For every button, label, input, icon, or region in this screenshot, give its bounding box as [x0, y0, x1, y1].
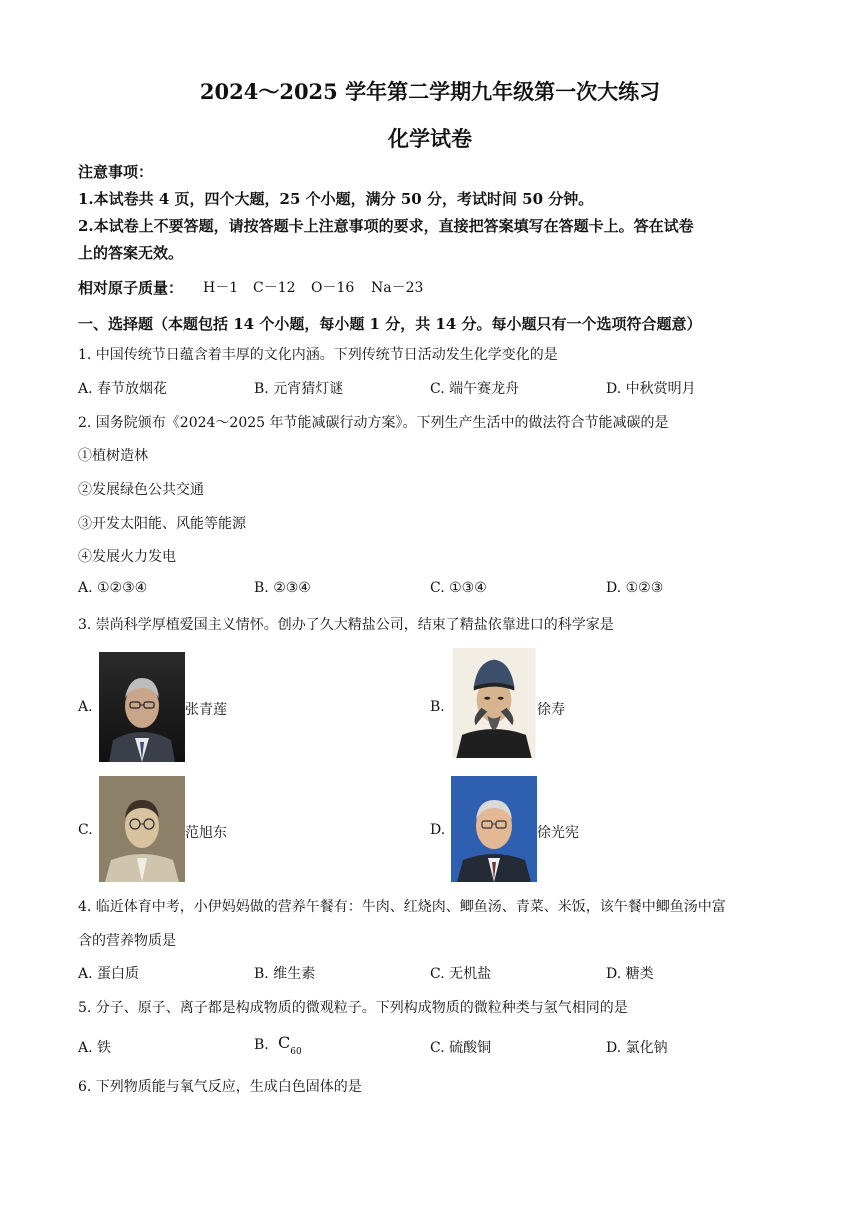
q3-option-c-letter: C.	[78, 822, 93, 838]
q2-stem: 2. 国务院颁布《2024～2025 年节能减碳行动方案》。下列生产生活中的做法符合节能减碳的是	[78, 415, 669, 431]
q5-option-b-formula	[278, 1033, 302, 1057]
q3-stem: 3. 崇尚科学厚植爱国主义情怀。创办了久大精盐公司，结束了精盐依靠进口的科学家是	[78, 617, 614, 633]
q6-stem: 6. 下列物质能与氧气反应，生成白色固体的是	[78, 1079, 362, 1095]
q3-option-b-portrait	[451, 648, 537, 758]
q1-option-d: D. 中秋赏明月	[606, 381, 696, 397]
section-1-heading: 一、选择题（本题包括 14 个小题，每小题 1 分，共 14 分。每小题只有一个选项符合题意）	[78, 315, 702, 333]
exam-subtitle: 化学试卷	[388, 126, 472, 151]
q3-option-d-name: 徐光宪	[537, 825, 579, 841]
formula-base: C	[278, 1033, 291, 1052]
q2-option-a: A. ①②③④	[78, 580, 148, 596]
q5-option-c: C. 硫酸铜	[430, 1040, 492, 1056]
q2-option-b: B. ②③④	[254, 580, 311, 596]
atomic-mass-label: 相对原子质量：	[78, 279, 184, 297]
q1-option-a: A. 春节放烟花	[78, 381, 168, 397]
notes-line-2b: 上的答案无效。	[78, 244, 184, 262]
q5-stem: 5. 分子、原子、离子都是构成物质的微观粒子。下列构成物质的微粒种类与氢气相同的是	[78, 1000, 628, 1016]
q4-stem-line-2: 含的营养物质是	[78, 933, 176, 949]
q4-option-a: A. 蛋白质	[78, 966, 140, 982]
atomic-mass-h: H－1	[203, 280, 239, 296]
q1-option-c: C. 端午赛龙舟	[430, 381, 520, 397]
q1-stem: 1. 中国传统节日蕴含着丰厚的文化内涵。下列传统节日活动发生化学变化的是	[78, 347, 558, 363]
q5-option-d: D. 氯化钠	[606, 1040, 668, 1056]
atomic-mass-na: Na－23	[371, 280, 424, 296]
q2-item-1: ①植树造林	[78, 448, 148, 464]
q3-option-a-letter: A.	[78, 699, 93, 715]
q3-option-d-portrait	[451, 776, 537, 882]
q1-option-b: B. 元宵猜灯谜	[254, 381, 344, 397]
q5-option-b: B.	[254, 1037, 269, 1053]
q5-option-a: A. 铁	[78, 1040, 112, 1056]
q2-option-d: D. ①②③	[606, 580, 664, 596]
atomic-mass-c: C－12	[253, 280, 296, 296]
notes-line-2a: 2.本试卷上不要答题，请按答题卡上注意事项的要求，直接把答案填写在答题卡上。答在试卷	[78, 217, 694, 235]
q4-option-d: D. 糖类	[606, 966, 654, 982]
q4-option-c: C. 无机盐	[430, 966, 492, 982]
q2-item-3: ③开发太阳能、风能等能源	[78, 516, 246, 532]
q3-option-c-name: 范旭东	[185, 825, 227, 841]
q4-stem-line-1: 4. 临近体育中考，小伊妈妈做的营养午餐有：牛肉、红烧肉、鲫鱼汤、青菜、米饭，该午餐中鲫鱼汤中富	[78, 899, 726, 915]
q2-item-4: ④发展火力发电	[78, 549, 176, 565]
q4-option-b: B. 维生素	[254, 966, 316, 982]
q3-option-c-portrait	[99, 776, 185, 882]
exam-title: 2024～2025 学年第二学期九年级第一次大练习	[199, 79, 661, 104]
q3-option-a-portrait	[99, 652, 185, 762]
q3-option-d-letter: D.	[430, 822, 446, 838]
q3-option-a-name: 张青莲	[185, 702, 227, 718]
q3-option-b-name: 徐寿	[537, 702, 565, 718]
notes-heading: 注意事项：	[78, 163, 154, 181]
formula-subscript: 60	[290, 1047, 302, 1057]
q2-option-c: C. ①③④	[430, 580, 487, 596]
atomic-mass-o: O－16	[311, 280, 355, 296]
notes-line-1: 1.本试卷共 4 页，四个大题，25 个小题，满分 50 分，考试时间 50 分钟。	[78, 190, 594, 208]
q2-item-2: ②发展绿色公共交通	[78, 482, 204, 498]
q3-option-b-letter: B.	[430, 699, 445, 715]
